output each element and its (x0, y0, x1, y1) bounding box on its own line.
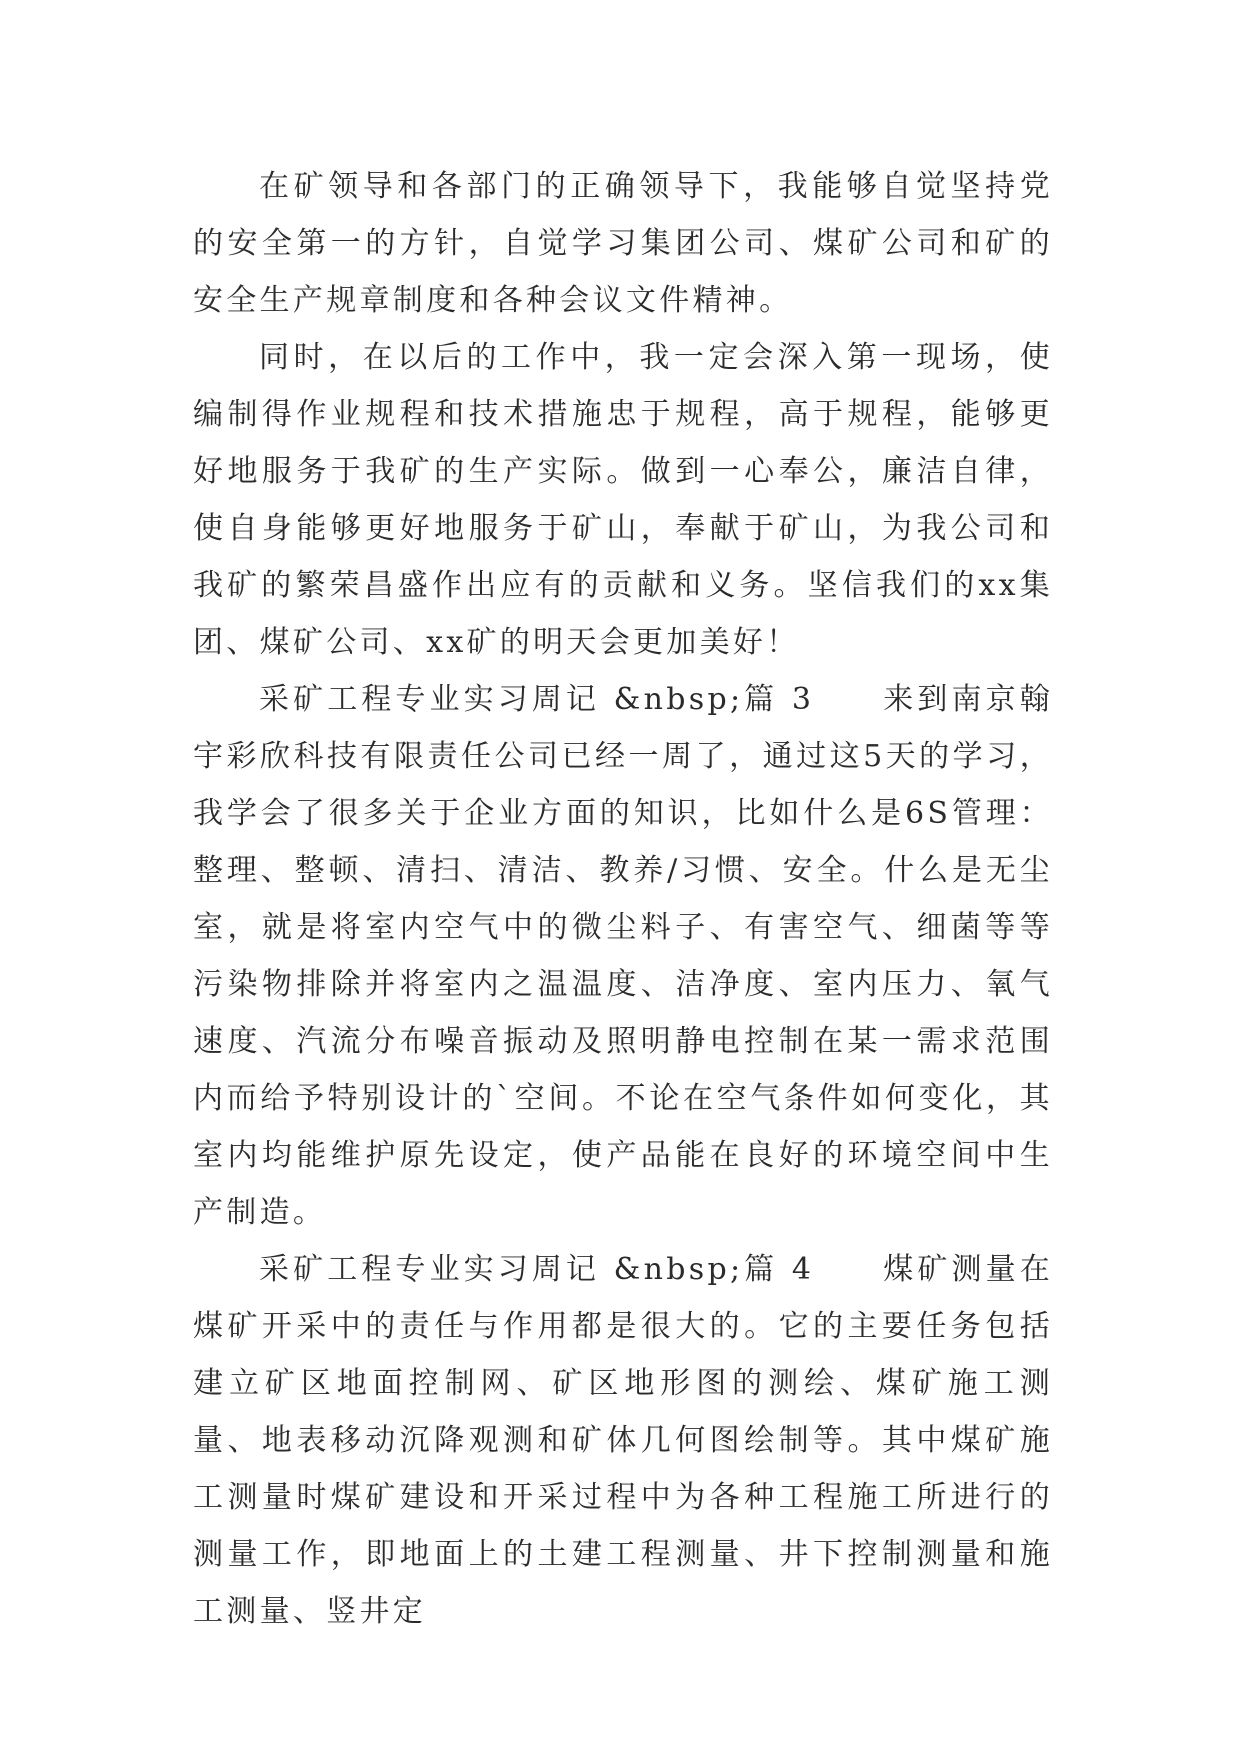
paragraph-3: 采矿工程专业实习周记 &nbsp;篇 3 来到南京翰宇彩欣科技有限责任公司已经一周了，通过这5天的学习，我学会了很多关于企业方面的知识，比如什么是6S管理：整理、整顿、清扫、清洁、教养/习惯、安全。什么是无尘室，就是将室内空气中的微尘料子、有害空气、细菌等等污染物排除并将室内之温温度、洁净度、室内压力、氧气速度、汽流分布噪音振动及照明静电控制在某一需求范围内而给予特别设计的`空间。不论在空气条件如何变化，其室内均能维护原先设定，使产品能在良好的环境空间中生产制造。 (193, 682, 1053, 1230)
paragraph-4: 采矿工程专业实习周记 &nbsp;篇 4 煤矿测量在煤矿开采中的责任与作用都是很大的。它的主要任务包括建立矿区地面控制网、矿区地形图的测绘、煤矿施工测量、地表移动沉降观测和矿体几何图绘制等。其中煤矿施工测量时煤矿建设和开采过程中为各种工程施工所进行的测量工作，即地面上的土建工程测量、井下控制测量和施工测量、竖井定 (193, 1252, 1053, 1629)
document-body (193, 158, 1053, 1640)
paragraph-1: 在矿领导和各部门的正确领导下，我能够自觉坚持党的安全第一的方针，自觉学习集团公司、煤矿公司和矿的安全生产规章制度和各种会议文件精神。 (193, 169, 1053, 318)
paragraph-2: 同时，在以后的工作中，我一定会深入第一现场，使编制得作业规程和技术措施忠于规程，高于规程，能够更好地服务于我矿的生产实际。做到一心奉公，廉洁自律，使自身能够更好地服务于矿山，奉献于矿山，为我公司和我矿的繁荣昌盛作出应有的贡献和义务。坚信我们的xx集团、煤矿公司、xx矿的明天会更加美好！ (193, 340, 1053, 660)
